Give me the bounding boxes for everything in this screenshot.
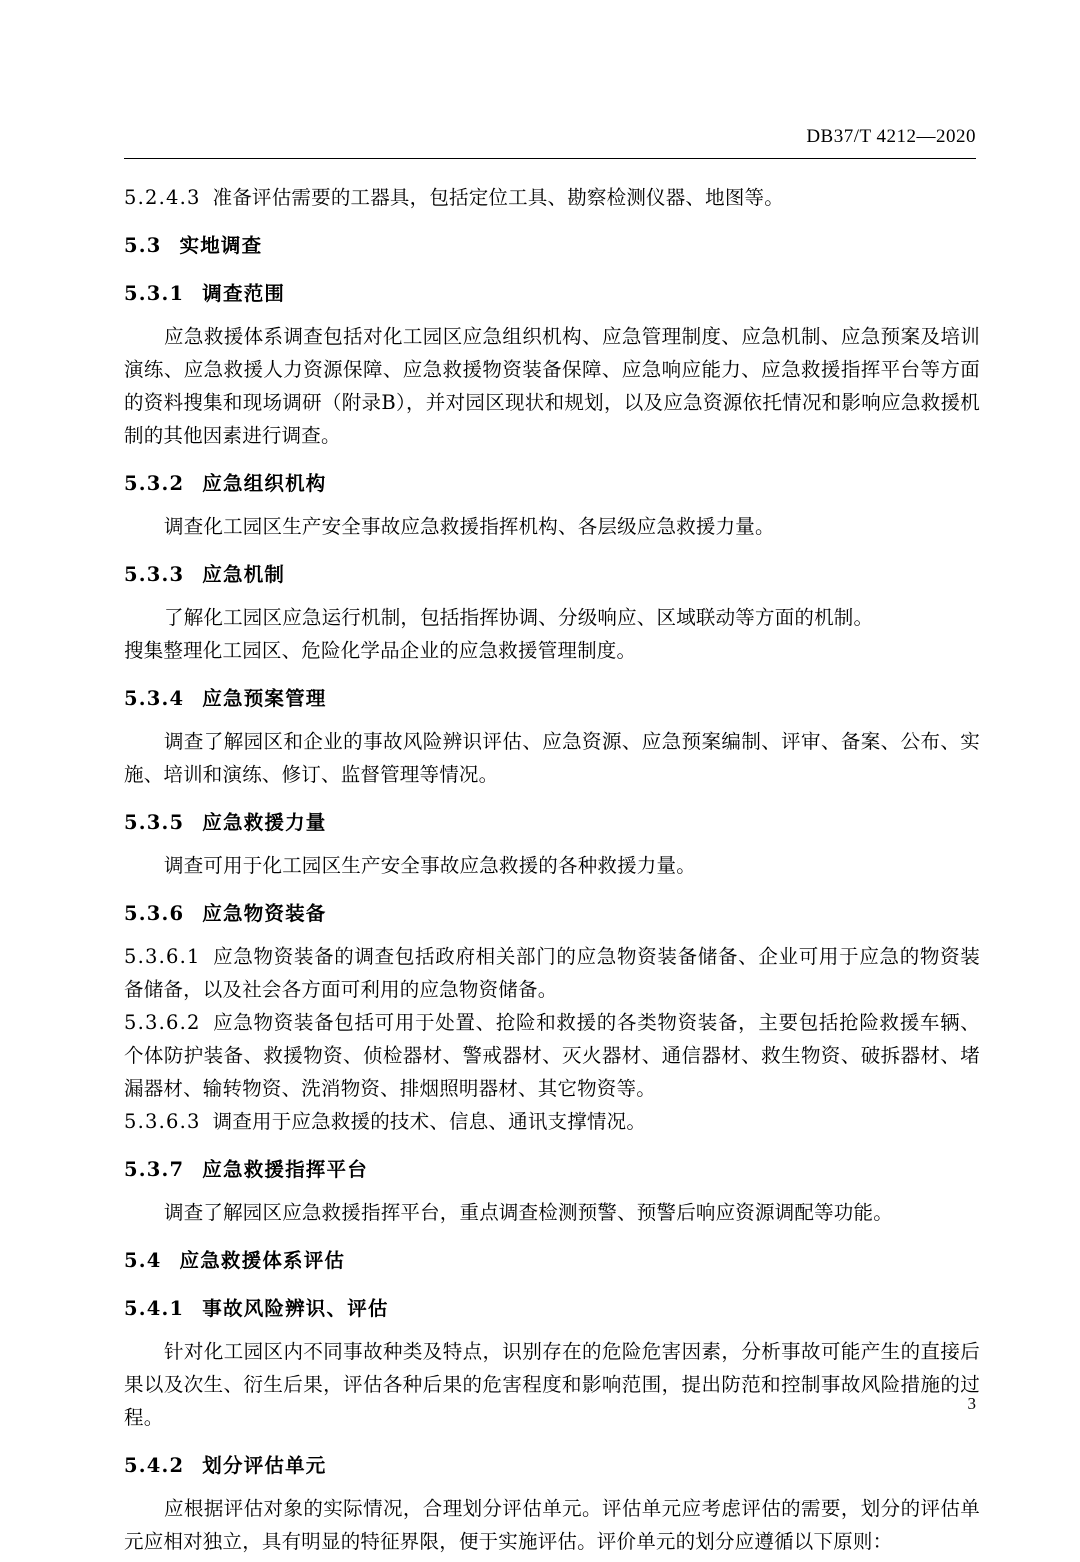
section-heading [124, 1450, 980, 1482]
clause-paragraph [124, 940, 980, 1006]
clause-text: 应急物资装备包括可用于处置、抢险和救援的各类物资装备，主要包括抢险救援车辆、个体防护装备、救援物资、侦检器材、警戒器材、灭火器材、通信器材、救生物资、破拆器材、堵漏器材、输转物资、洗消物资、排烟照明器材、其它物资等。 [124, 1011, 980, 1100]
body-paragraph: 应根据评估对象的实际情况，合理划分评估单元。评估单元应考虑评估的需要，划分的评估单元应相对独立，具有明显的特征界限，便于实施评估。评价单元的划分应遵循以下原则： [124, 1497, 980, 1553]
section-title: 应急物资装备 [202, 902, 327, 925]
section-number: 5.3.5 [124, 811, 185, 834]
section-number: 5.3 [124, 234, 162, 257]
section-title: 应急救援指挥平台 [202, 1158, 368, 1181]
section-heading [124, 807, 980, 839]
body-paragraph: 调查了解园区应急救援指挥平台，重点调查检测预警、预警后响应资源调配等功能。 [164, 1201, 893, 1224]
section-heading [124, 1293, 980, 1325]
section-title: 应急预案管理 [202, 687, 327, 710]
section-title: 实地调查 [179, 234, 263, 257]
section-heading [124, 230, 980, 262]
section-heading [124, 898, 980, 930]
clause-number: 5.3.6.1 [124, 945, 201, 968]
section-title: 应急机制 [202, 563, 286, 586]
clause-paragraph [124, 1105, 980, 1138]
section-number: 5.3.6 [124, 902, 185, 925]
clause-number: 5.2.4.3 [124, 186, 201, 209]
body-paragraph: 调查可用于化工园区生产安全事故应急救援的各种救援力量。 [164, 854, 696, 877]
clause-text: 准备评估需要的工器具，包括定位工具、勘察检测仪器、地图等。 [212, 186, 784, 209]
section-title: 应急组织机构 [202, 472, 327, 495]
body-paragraph: 了解化工园区应急运行机制，包括指挥协调、分级响应、区域联动等方面的机制。 [164, 606, 874, 629]
section-title: 划分评估单元 [202, 1454, 327, 1477]
document-content [124, 172, 980, 1562]
body-paragraph: 针对化工园区内不同事故种类及特点，识别存在的危险危害因素，分析事故可能产生的直接后果以及次生、衍生后果，评估各种后果的危害程度和影响范围，提出防范和控制事故风险措施的过程。 [124, 1340, 980, 1429]
section-number: 5.3.1 [124, 282, 185, 305]
section-number: 5.3.3 [124, 563, 185, 586]
section-number: 5.3.2 [124, 472, 185, 495]
section-heading [124, 1245, 980, 1277]
section-title: 应急救援体系评估 [179, 1249, 346, 1272]
body-paragraph: 调查了解园区和企业的事故风险辨识评估、应急资源、应急预案编制、评审、备案、公布、实施、培训和演练、修订、监督管理等情况。 [124, 730, 980, 786]
clause-paragraph [124, 1006, 980, 1105]
clause-number: 5.3.6.3 [124, 1110, 201, 1133]
section-heading [124, 1154, 980, 1186]
clause-text: 调查用于应急救援的技术、信息、通讯支撑情况。 [212, 1110, 647, 1133]
body-paragraph: 搜集整理化工园区、危险化学品企业的应急救援管理制度。 [124, 639, 637, 662]
page-header-standard-code: DB37/T 4212—2020 [806, 126, 976, 147]
section-title: 应急救援力量 [202, 811, 327, 834]
clause-paragraph [124, 181, 980, 214]
section-heading [124, 559, 980, 591]
section-number: 5.3.4 [124, 687, 185, 710]
section-number: 5.4.1 [124, 1297, 185, 1320]
section-heading [124, 683, 980, 715]
section-number: 5.4.2 [124, 1454, 185, 1477]
clause-text: 应急物资装备的调查包括政府相关部门的应急物资装备储备、企业可用于应急的物资装备储备，以及社会各方面可利用的应急物资储备。 [124, 945, 980, 1001]
section-number: 5.3.7 [124, 1158, 185, 1181]
section-heading [124, 278, 980, 310]
page-number: 3 [967, 1394, 976, 1413]
section-number: 5.4 [124, 1249, 162, 1272]
body-paragraph: 应急救援体系调查包括对化工园区应急组织机构、应急管理制度、应急机制、应急预案及培训演练、应急救援人力资源保障、应急救援物资装备保障、应急响应能力、应急救援指挥平台等方面的资料搜集和现场调研（附录B），并对园区现状和规划，以及应急资源依托情况和影响应急救援机制的其他因素进行调查。 [124, 325, 980, 447]
body-paragraph: 调查化工园区生产安全事故应急救援指挥机构、各层级应急救援力量。 [164, 515, 775, 538]
section-heading [124, 468, 980, 500]
clause-number: 5.3.6.2 [124, 1011, 201, 1034]
header-divider [124, 158, 976, 159]
section-title: 事故风险辨识、评估 [202, 1297, 389, 1320]
section-title: 调查范围 [202, 282, 286, 305]
